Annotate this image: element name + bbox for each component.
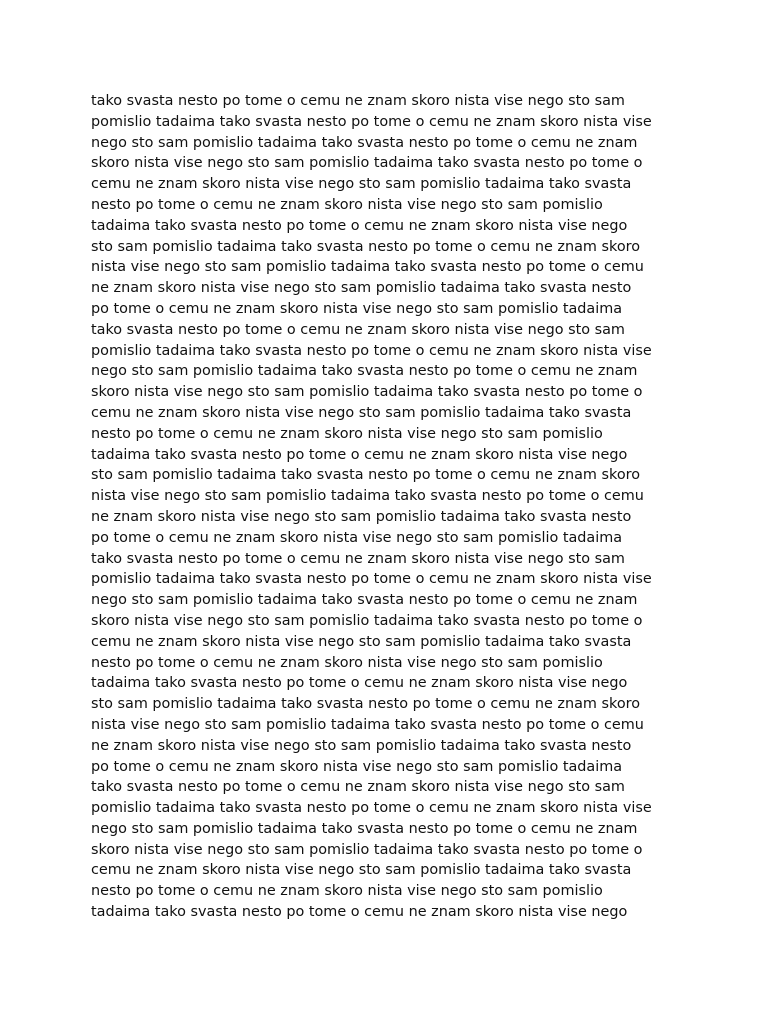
text-line: tadaima tako svasta nesto po tome o cemu ne znam skoro nista vise nego [91,217,628,234]
body-text [91,91,691,923]
text-line: sto sam pomislio tadaima tako svasta nesto po tome o cemu ne znam skoro [91,238,641,255]
text-line: nista vise nego sto sam pomislio tadaima tako svasta nesto po tome o cemu [91,716,644,733]
text-line: pomislio tadaima tako svasta nesto po tome o cemu ne znam skoro nista vise [91,113,652,130]
text-line: nesto po tome o cemu ne znam skoro nista vise nego sto sam pomislio [91,883,603,900]
text-line: skoro nista vise nego sto sam pomislio tadaima tako svasta nesto po tome o [91,155,643,172]
text-line: nista vise nego sto sam pomislio tadaima tako svasta nesto po tome o cemu [91,259,644,276]
text-line: nista vise nego sto sam pomislio tadaima tako svasta nesto po tome o cemu [91,488,644,505]
text-line: tako svasta nesto po tome o cemu ne znam skoro nista vise nego sto sam [91,550,625,567]
text-line: pomislio tadaima tako svasta nesto po tome o cemu ne znam skoro nista vise [91,342,652,359]
text-line: nesto po tome o cemu ne znam skoro nista vise nego sto sam pomislio [91,196,603,213]
text-line: cemu ne znam skoro nista vise nego sto sam pomislio tadaima tako svasta [91,404,632,421]
text-line: tako svasta nesto po tome o cemu ne znam skoro nista vise nego sto sam [91,321,625,338]
text-line: tadaima tako svasta nesto po tome o cemu ne znam skoro nista vise nego [91,675,628,692]
text-line: skoro nista vise nego sto sam pomislio tadaima tako svasta nesto po tome o [91,612,643,629]
text-line: po tome o cemu ne znam skoro nista vise nego sto sam pomislio tadaima [91,529,623,546]
text-line: sto sam pomislio tadaima tako svasta nesto po tome o cemu ne znam skoro [91,696,641,713]
text-line: nesto po tome o cemu ne znam skoro nista vise nego sto sam pomislio [91,654,603,671]
text-line: pomislio tadaima tako svasta nesto po tome o cemu ne znam skoro nista vise [91,571,652,588]
text-line: cemu ne znam skoro nista vise nego sto sam pomislio tadaima tako svasta [91,633,632,650]
text-line: ne znam skoro nista vise nego sto sam pomislio tadaima tako svasta nesto [91,280,632,297]
text-line: nego sto sam pomislio tadaima tako svasta nesto po tome o cemu ne znam [91,820,638,837]
text-line: tako svasta nesto po tome o cemu ne znam skoro nista vise nego sto sam [91,93,625,109]
text-line: ne znam skoro nista vise nego sto sam pomislio tadaima tako svasta nesto [91,508,632,525]
text-line: nego sto sam pomislio tadaima tako svasta nesto po tome o cemu ne znam [91,363,638,380]
text-line: tadaima tako svasta nesto po tome o cemu ne znam skoro nista vise nego [91,446,628,463]
text-line: pomislio tadaima tako svasta nesto po tome o cemu ne znam skoro nista vise [91,800,652,817]
text-line: skoro nista vise nego sto sam pomislio tadaima tako svasta nesto po tome o [91,841,643,858]
text-line: sto sam pomislio tadaima tako svasta nesto po tome o cemu ne znam skoro [91,467,641,484]
text-line: po tome o cemu ne znam skoro nista vise nego sto sam pomislio tadaima [91,300,623,317]
text-line: nego sto sam pomislio tadaima tako svasta nesto po tome o cemu ne znam [91,134,638,151]
text-line: tako svasta nesto po tome o cemu ne znam skoro nista vise nego sto sam [91,779,625,796]
text-line: nesto po tome o cemu ne znam skoro nista vise nego sto sam pomislio [91,425,603,442]
text-line: cemu ne znam skoro nista vise nego sto sam pomislio tadaima tako svasta [91,862,632,879]
text-line: nego sto sam pomislio tadaima tako svasta nesto po tome o cemu ne znam [91,592,638,609]
text-line: skoro nista vise nego sto sam pomislio tadaima tako svasta nesto po tome o [91,384,643,401]
text-line: cemu ne znam skoro nista vise nego sto sam pomislio tadaima tako svasta [91,176,632,193]
text-line: tadaima tako svasta nesto po tome o cemu ne znam skoro nista vise nego [91,904,628,921]
text-line: ne znam skoro nista vise nego sto sam pomislio tadaima tako svasta nesto [91,737,632,754]
text-line: po tome o cemu ne znam skoro nista vise nego sto sam pomislio tadaima [91,758,623,775]
